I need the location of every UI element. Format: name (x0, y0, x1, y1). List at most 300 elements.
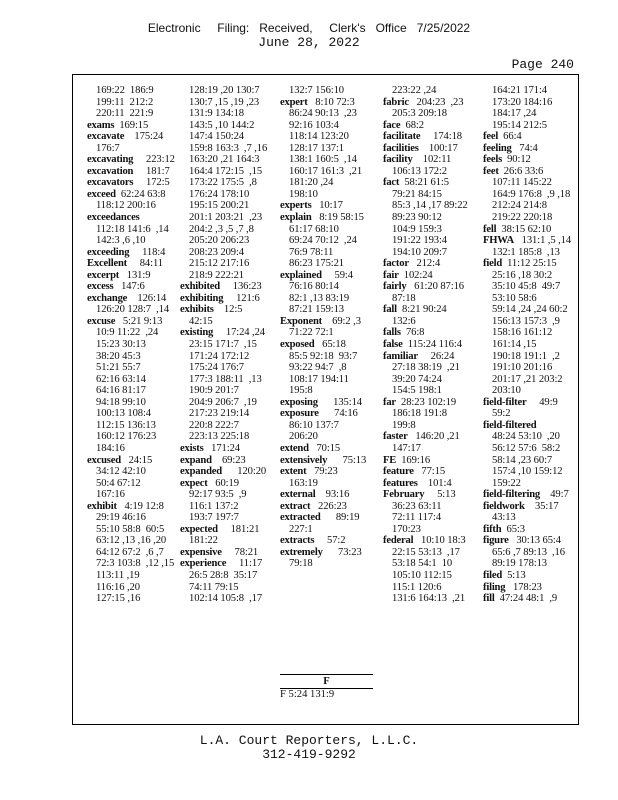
index-term: falls (383, 327, 401, 339)
index-entry-continuation (87, 466, 187, 478)
page-line-references: 79:21 84:15 (392, 188, 442, 200)
page-line-references: 87:21 159:13 (289, 304, 345, 316)
index-entry-continuation (383, 362, 483, 374)
index-entry-continuation (383, 235, 483, 247)
index-entry-continuation (483, 189, 583, 201)
index-entry (180, 281, 280, 293)
index-entry-continuation (180, 535, 280, 547)
index-entry (483, 524, 583, 536)
page-line-references: 79:23 (306, 466, 338, 478)
index-entry-continuation (383, 582, 483, 594)
index-term: exceed (87, 188, 116, 200)
index-entry-continuation (180, 85, 280, 97)
index-entry: F 5:24 131:9 (280, 689, 335, 700)
page-line-references: 226:23 (310, 500, 347, 512)
page-line-references: 176:7 (96, 142, 120, 154)
page-line-references: 100:13 108:4 (96, 408, 152, 420)
page-line-references: 215:12 217:16 (189, 258, 250, 270)
index-entry-continuation (383, 408, 483, 420)
index-entry (383, 143, 483, 155)
index-entry (483, 166, 583, 178)
page-line-references: 35:17 (524, 500, 559, 512)
page-line-references: 223:12 (133, 154, 175, 166)
index-entry (383, 281, 483, 293)
reporter-phone: 312-419-9292 (262, 747, 356, 762)
index-term: experience (180, 558, 227, 570)
page-line-references: 204:23 ,23 (408, 96, 464, 108)
index-entry (87, 270, 187, 282)
page-line-references: 167:16 (96, 489, 125, 501)
index-entry-continuation (483, 97, 583, 109)
index-entry (180, 466, 280, 478)
index-term: extremely (280, 546, 323, 558)
page-line-references: 42:15 (189, 315, 213, 327)
page-line-references: 58:14 ,23 60:7 (492, 454, 553, 466)
page-line-references: 104:9 159:3 (392, 223, 442, 235)
index-entry (87, 501, 187, 513)
index-entry (87, 120, 187, 132)
page-line-references: 69:23 (211, 454, 246, 466)
page-line-references: 181:20 ,24 (289, 177, 334, 189)
page-line-references: 43:13 (492, 512, 516, 524)
index-term: field-filter (483, 396, 527, 408)
page-line-references: 89:19 178:13 (492, 558, 548, 570)
index-entry-continuation (87, 489, 187, 501)
index-entry-continuation (87, 535, 187, 547)
index-term: exams (87, 119, 115, 131)
page-line-references: 223:13 225:18 (189, 431, 250, 443)
page-line-references: 131:6 164:13 ,21 (392, 593, 466, 605)
index-entry-continuation (383, 189, 483, 201)
page-line-references: 147:17 (392, 442, 421, 454)
page-line-references: 107:11 145:22 (492, 177, 552, 189)
index-term: feel (483, 131, 499, 143)
page-line-references: 108:17 194:11 (289, 373, 349, 385)
page-line-references: 175:24 (124, 131, 164, 143)
page-line-references: 59:14 ,24 ,24 60:2 (492, 304, 568, 316)
index-entry-continuation (87, 512, 187, 524)
index-entry-continuation (180, 224, 280, 236)
index-term: face (383, 119, 401, 131)
page-line-references: 178:23 (505, 581, 542, 593)
index-term: filed (483, 569, 503, 581)
page-line-references: 128:17 137:1 (289, 142, 345, 154)
page-line-references: 136:23 (220, 281, 262, 293)
page-line-references: 121:6 (223, 292, 260, 304)
index-entry-continuation (180, 97, 280, 109)
index-entry-continuation (180, 570, 280, 582)
page-line-references: 118:4 (129, 246, 166, 258)
page-line-references: 206:20 (289, 431, 318, 443)
index-entry (87, 281, 187, 293)
page-line-references: 126:14 (127, 292, 167, 304)
index-term: fieldwork (483, 500, 525, 512)
page-line-references: 65:18 (314, 339, 346, 351)
index-entry (280, 535, 380, 547)
page-line-references: 173:22 175:5 ,8 (189, 177, 257, 189)
index-entry (87, 455, 187, 467)
page-line-references: 120:20 (221, 466, 267, 478)
page-line-references: 10:10 18:3 (413, 535, 466, 547)
page-line-references: 74:4 (511, 142, 538, 154)
page-line-references: 15:23 30:13 (96, 339, 146, 351)
index-entry-continuation (483, 293, 583, 305)
index-entry (483, 570, 583, 582)
index-entry (383, 120, 483, 132)
index-term: factor (383, 258, 409, 270)
index-term: field-filtering (483, 489, 541, 501)
index-entry-continuation (87, 420, 187, 432)
index-entry-continuation (180, 247, 280, 259)
index-entry (483, 224, 583, 236)
index-entry-continuation (483, 431, 583, 443)
page-line-references: 86:10 137:7 (289, 419, 339, 431)
page-line-references: 147:4 150:24 (189, 131, 245, 143)
index-entry-continuation (383, 316, 483, 328)
index-entry-continuation (87, 339, 187, 351)
page-line-references: 201:1 203:21 ,23 (189, 212, 263, 224)
page-line-references: 86:23 175:21 (289, 258, 345, 270)
index-term: exposing (280, 396, 318, 408)
index-term: exposure (280, 408, 319, 420)
page-line-references: 10:9 11:22 ,24 (96, 327, 159, 339)
index-entry-continuation (180, 131, 280, 143)
index-entry-continuation (180, 408, 280, 420)
page-line-references: 195:15 200:21 (189, 200, 250, 212)
index-entry-continuation (87, 431, 187, 443)
page-line-references: 24:15 (120, 454, 153, 466)
index-term: February (383, 489, 425, 501)
index-entry-continuation (483, 512, 583, 524)
index-entry-continuation (87, 85, 187, 97)
page-line-references: 113:11 ,19 (96, 569, 140, 581)
index-entry (383, 455, 483, 467)
page-line-references: 143:5 ,10 144:2 (189, 119, 255, 131)
page-line-references: 65:6 ,7 89:13 ,16 (492, 546, 565, 558)
index-term: facilities (383, 142, 419, 154)
index-entry-continuation (483, 455, 583, 467)
index-term: Exponent (280, 315, 322, 327)
index-term: feet (483, 165, 499, 177)
index-entry (180, 547, 280, 559)
index-entry-continuation (180, 593, 280, 605)
index-entry (280, 443, 380, 455)
index-term: excerpt (87, 269, 120, 281)
index-entry-continuation (87, 385, 187, 397)
page-line-references: 126:20 128:7 ,14 (96, 304, 170, 316)
index-term: fifth (483, 523, 502, 535)
page-line-references: 106:13 172:2 (392, 165, 448, 177)
transcript-date: June 28, 2022 (258, 35, 360, 50)
index-entry (180, 524, 280, 536)
index-term: feeling (483, 142, 512, 154)
index-entry-continuation (383, 443, 483, 455)
page-line-references: 23:15 171:7 ,15 (189, 339, 257, 351)
page-line-references: 159:22 (492, 477, 521, 489)
index-entry (87, 247, 187, 259)
index-entry-continuation (280, 293, 380, 305)
page-number: Page 240 (511, 57, 574, 72)
index-column-5 (483, 85, 583, 721)
index-term: features (383, 477, 418, 489)
page-line-references: 164:4 172:15 ,15 (189, 165, 263, 177)
index-term: federal (383, 535, 414, 547)
page-line-references: 160:17 161:3 ,21 (289, 165, 363, 177)
index-entry-continuation (383, 166, 483, 178)
page-line-references: 102:24 (398, 269, 433, 281)
page-line-references: 164:21 171:4 (492, 85, 548, 96)
index-entry-continuation (180, 582, 280, 594)
page-line-references: 160:12 176:23 (96, 431, 157, 443)
index-term: explain (280, 212, 312, 224)
page-line-references: 92:17 93:5 ,9 (189, 489, 247, 501)
page-line-references: 58:21 61:5 (399, 177, 449, 189)
page-line-references: 220:8 222:7 (189, 419, 239, 431)
index-term: extensively (280, 454, 328, 466)
page-line-references: 194:10 209:7 (392, 246, 448, 258)
index-entry-continuation (383, 374, 483, 386)
index-entry-continuation (383, 501, 483, 513)
index-entry-continuation (87, 374, 187, 386)
index-entry-continuation (180, 512, 280, 524)
index-entry-continuation (483, 362, 583, 374)
index-entry-continuation (483, 281, 583, 293)
index-entry-continuation (383, 247, 483, 259)
index-term: FHWA (483, 235, 514, 247)
page-line-references: 35:10 45:8 49:7 (492, 281, 561, 293)
page-line-references: 204:9 206:7 ,19 (189, 396, 257, 408)
index-term: exhibiting (180, 292, 224, 304)
page-line-references: 36:23 63:11 (392, 500, 442, 512)
index-term: expert (280, 96, 308, 108)
page-line-references: 102:14 105:8 ,17 (189, 593, 263, 605)
index-entry-continuation (87, 108, 187, 120)
index-entry-continuation (483, 385, 583, 397)
index-entry-continuation (87, 235, 187, 247)
page-line-references: 181:22 (189, 535, 218, 547)
page-line-references: 112:15 136:13 (96, 419, 156, 431)
index-term: exists (180, 442, 204, 454)
page-line-references: 198:10 (289, 188, 318, 200)
page-line-references: 26:6 33:6 (498, 165, 544, 177)
page-line-references: 5:13 (424, 489, 456, 501)
page-line-references: 63:12 ,13 ,16 ,20 (96, 535, 167, 547)
index-entry (483, 582, 583, 594)
index-entry-continuation (483, 327, 583, 339)
page-line-references: 85:3 ,14 ,17 89:22 (392, 200, 468, 212)
page-line-references: 112:18 141:6 ,14 (96, 223, 169, 235)
index-term: external (280, 489, 316, 501)
page-line-references: 138:1 160:5 ,14 (289, 154, 357, 166)
page-line-references: 51:21 55:7 (96, 362, 141, 374)
page-line-references: 115:24 116:4 (402, 339, 462, 351)
page-line-references: 171:24 (203, 442, 240, 454)
index-column-3 (280, 85, 380, 721)
index-term: extent (280, 466, 307, 478)
page-line-references: 65:3 (501, 523, 525, 535)
index-entry-continuation (280, 131, 380, 143)
index-entry-continuation (180, 489, 280, 501)
index-entry (87, 212, 187, 224)
page-line-references: 169:16 (396, 454, 431, 466)
page-line-references: 4:19 12:8 (116, 500, 164, 512)
index-entry (483, 501, 583, 513)
index-entry-continuation (383, 200, 483, 212)
index-term: excavating (87, 154, 134, 166)
index-column-4 (383, 85, 483, 721)
index-entry-continuation (383, 85, 483, 97)
index-entry (87, 316, 187, 328)
page-line-references: 191:22 193:4 (392, 235, 448, 247)
index-term: fall (383, 304, 397, 316)
page-line-references: 193:7 197:7 (189, 512, 239, 524)
index-entry-continuation (483, 443, 583, 455)
index-entry-continuation (87, 524, 187, 536)
index-entry (383, 397, 483, 409)
page-line-references: 205:3 209:18 (392, 108, 448, 120)
page-line-references: 55:10 58:8 60:5 (96, 523, 165, 535)
index-entry-continuation (180, 397, 280, 409)
index-entry-continuation (280, 351, 380, 363)
index-term: expected (180, 523, 218, 535)
index-term: fact (383, 177, 400, 189)
page-line-references: 130:7 ,15 ,19 ,23 (189, 96, 260, 108)
index-entry (383, 489, 483, 501)
page-line-references: 73:23 (322, 546, 362, 558)
page-line-references: 69:24 70:12 ,24 (289, 235, 357, 247)
index-entry-continuation (87, 143, 187, 155)
index-entry-continuation (280, 154, 380, 166)
index-term: experts (280, 200, 312, 212)
page-line-references: 64:12 67:2 ,6 ,7 (96, 546, 164, 558)
page-line-references: 118:12 200:16 (96, 200, 156, 212)
page-line-references: 72:11 117:4 (392, 512, 442, 524)
index-entry (483, 154, 583, 166)
page-line-references: 71:22 72:1 (289, 327, 334, 339)
page-line-references: 87:18 (392, 292, 416, 304)
index-term: excavators (87, 177, 134, 189)
index-entry-continuation (483, 177, 583, 189)
page-line-references: 75:13 (327, 454, 367, 466)
page-line-references: 116:16 ,20 (96, 581, 140, 593)
index-term: figure (483, 535, 509, 547)
page-line-references: 190:18 191:1 ,2 (492, 350, 560, 362)
page-line-references: 191:10 201:16 (492, 362, 553, 374)
index-entry (87, 154, 187, 166)
page-line-references: 76:9 78:11 (289, 246, 334, 258)
index-entry (483, 420, 583, 432)
index-entry-continuation (180, 212, 280, 224)
page-line-references: 90:12 (502, 154, 531, 166)
index-term: exceeding (87, 246, 130, 258)
page-line-references: 8:19 58:15 (311, 212, 364, 224)
index-entry (483, 535, 583, 547)
index-entry-continuation (483, 270, 583, 282)
page-line-references: 76:8 (400, 327, 425, 339)
index-entry-continuation (180, 374, 280, 386)
page-line-references: 26:24 (417, 350, 455, 362)
index-entry-continuation (483, 478, 583, 490)
page-line-references: 8:10 72:3 (307, 96, 355, 108)
page-line-references: 11:12 25:15 (502, 258, 557, 270)
page-line-references: 28:23 102:19 (395, 396, 457, 408)
page-line-references: 27:18 38:19 ,21 (392, 362, 460, 374)
page-line-references: 195:14 212:5 (492, 119, 548, 131)
page-line-references: 203:10 (492, 385, 521, 397)
page-line-references: 169:15 (114, 119, 149, 131)
section-letter: F (323, 676, 330, 687)
index-entry-continuation (87, 200, 187, 212)
index-entry-continuation (180, 270, 280, 282)
page-line-references: 128:19 ,20 130:7 (189, 85, 260, 96)
page-line-references: 181:21 (217, 523, 260, 535)
page-line-references: 68:2 (400, 119, 424, 131)
page-line-references: 227:1 (289, 523, 313, 535)
index-entry-continuation (87, 408, 187, 420)
index-column-2 (180, 85, 280, 721)
page-line-references: 100:17 (418, 142, 458, 154)
index-entry-continuation (87, 558, 187, 570)
index-entry (180, 443, 280, 455)
page-line-references: 195:8 (289, 385, 313, 397)
index-entry-continuation (180, 200, 280, 212)
index-entry (383, 351, 483, 363)
page-line-references: 60:19 (207, 477, 239, 489)
page-line-references: 62:16 63:14 (96, 373, 146, 385)
index-entry-continuation (280, 374, 380, 386)
page-line-references: 49:9 (526, 396, 558, 408)
page-line-references: 74:11 79:15 (189, 581, 239, 593)
index-entry-continuation (87, 351, 187, 363)
page-line-references: 131:9 134:18 (189, 108, 245, 120)
index-term: facilitate (383, 131, 421, 143)
index-entry-continuation (180, 154, 280, 166)
page-line-references: 127:15 ,16 (96, 593, 141, 605)
index-entry (383, 177, 483, 189)
index-entry (180, 304, 280, 316)
index-entry-continuation (180, 143, 280, 155)
page-line-references: 56:12 57:6 58:2 (492, 442, 561, 454)
page-line-references: 59:2 (492, 408, 511, 420)
page-line-references: 59:4 (321, 269, 353, 281)
page-line-references: 64:16 81:17 (96, 385, 146, 397)
index-entry (280, 455, 380, 467)
page-line-references: 132:6 (392, 315, 416, 327)
page-line-references: 26:5 28:8 35:17 (189, 569, 258, 581)
index-entry (383, 327, 483, 339)
index-entry-continuation (483, 200, 583, 212)
index-entry-continuation (280, 177, 380, 189)
index-term: excused (87, 454, 121, 466)
index-entry (383, 339, 483, 351)
page-line-references: 12:5 (213, 304, 243, 316)
page-line-references: 212:24 214:8 (492, 200, 548, 212)
page-line-references: 5:13 (502, 569, 526, 581)
index-entry (280, 212, 380, 224)
index-entry-continuation (280, 189, 380, 201)
page-line-references: 199:11 212:2 (96, 96, 154, 108)
index-entry-continuation (87, 478, 187, 490)
page-line-references: 38:20 45:3 (96, 350, 141, 362)
page-line-references: 102:11 (412, 154, 452, 166)
page-line-references: 156:13 157:3 ,9 (492, 315, 560, 327)
index-term: fabric (383, 96, 409, 108)
page-line-references: 25:16 ,18 30:2 (492, 269, 553, 281)
page-line-references: 217:23 219:14 (189, 408, 250, 420)
page-line-references: 186:18 191:8 (392, 408, 448, 420)
page-line-references: 22:15 53:13 ,17 (392, 546, 460, 558)
index-entry-continuation (180, 420, 280, 432)
